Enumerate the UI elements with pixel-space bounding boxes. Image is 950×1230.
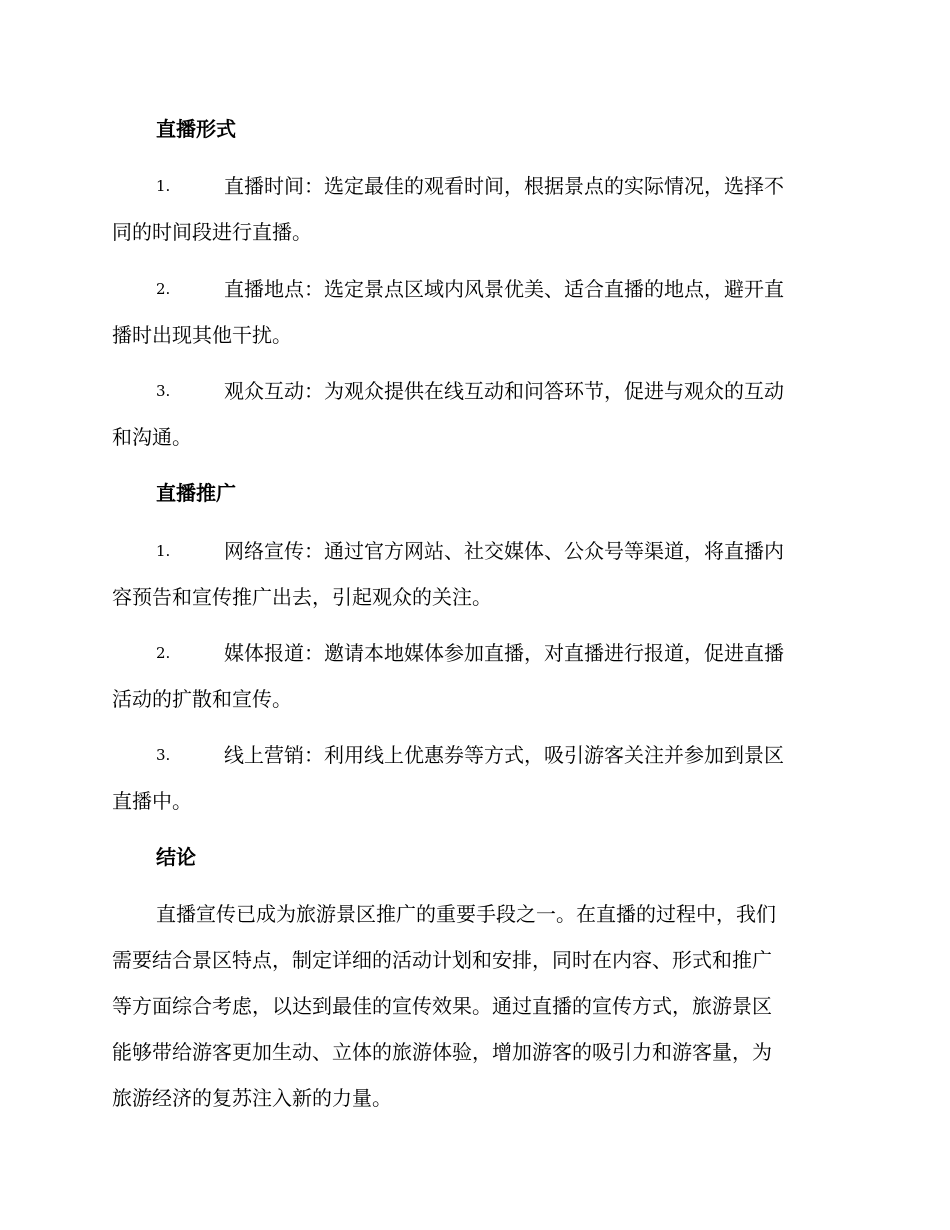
list-item-number: 1. [156, 177, 171, 195]
paragraph-line: 直播宣传已成为旅游景区推广的重要手段之一。在直播的过程中，我们 [156, 902, 776, 926]
list-item-text: 观众互动：为观众提供在线互动和问答环节，促进与观众的互动 [224, 379, 784, 403]
conclusion-paragraph [112, 891, 834, 1121]
list-item-text-continued: 播时出现其他干扰。 [112, 323, 292, 347]
list-item-text-continued: 活动的扩散和宣传。 [112, 687, 292, 711]
list-item-number: 2. [156, 280, 171, 298]
list-item-text-continued: 容预告和宣传推广出去，引起观众的关注。 [112, 585, 492, 609]
list-item-text-continued: 直播中。 [112, 789, 192, 813]
list-item [112, 368, 834, 460]
paragraph-line: 等方面综合考虑，以达到最佳的宣传效果。通过直播的宣传方式，旅游景区 [112, 994, 772, 1018]
list-item-text: 直播地点：选定景点区域内风景优美、适合直播的地点，避开直 [224, 277, 784, 301]
section-heading-live-format: 直播形式 [156, 117, 236, 141]
list-item [112, 528, 834, 620]
list-item-text: 线上营销：利用线上优惠券等方式，吸引游客关注并参加到景区 [224, 743, 784, 767]
list-item-text-continued: 和沟通。 [112, 425, 192, 449]
paragraph-line: 旅游经济的复苏注入新的力量。 [112, 1086, 392, 1110]
list-item-number: 1. [156, 542, 171, 560]
list-item-text: 网络宣传：通过官方网站、社交媒体、公众号等渠道，将直播内 [224, 539, 784, 563]
list-item-number: 2. [156, 644, 171, 662]
paragraph-line: 能够带给游客更加生动、立体的旅游体验，增加游客的吸引力和游客量，为 [112, 1040, 772, 1064]
list-item [112, 163, 834, 255]
list-item-number: 3. [156, 746, 171, 764]
list-item-number: 3. [156, 382, 171, 400]
list-item-text: 直播时间：选定最佳的观看时间，根据景点的实际情况，选择不 [224, 174, 784, 198]
list-item-text: 媒体报道：邀请本地媒体参加直播，对直播进行报道，促进直播 [224, 641, 784, 665]
section-heading-live-promotion: 直播推广 [156, 481, 236, 505]
list-item-text-continued: 同的时间段进行直播。 [112, 220, 312, 244]
list-item [112, 266, 834, 358]
section-heading-conclusion: 结论 [156, 845, 196, 869]
list-item [112, 732, 834, 824]
paragraph-line: 需要结合景区特点，制定详细的活动计划和安排，同时在内容、形式和推广 [112, 948, 772, 972]
list-item [112, 630, 834, 722]
